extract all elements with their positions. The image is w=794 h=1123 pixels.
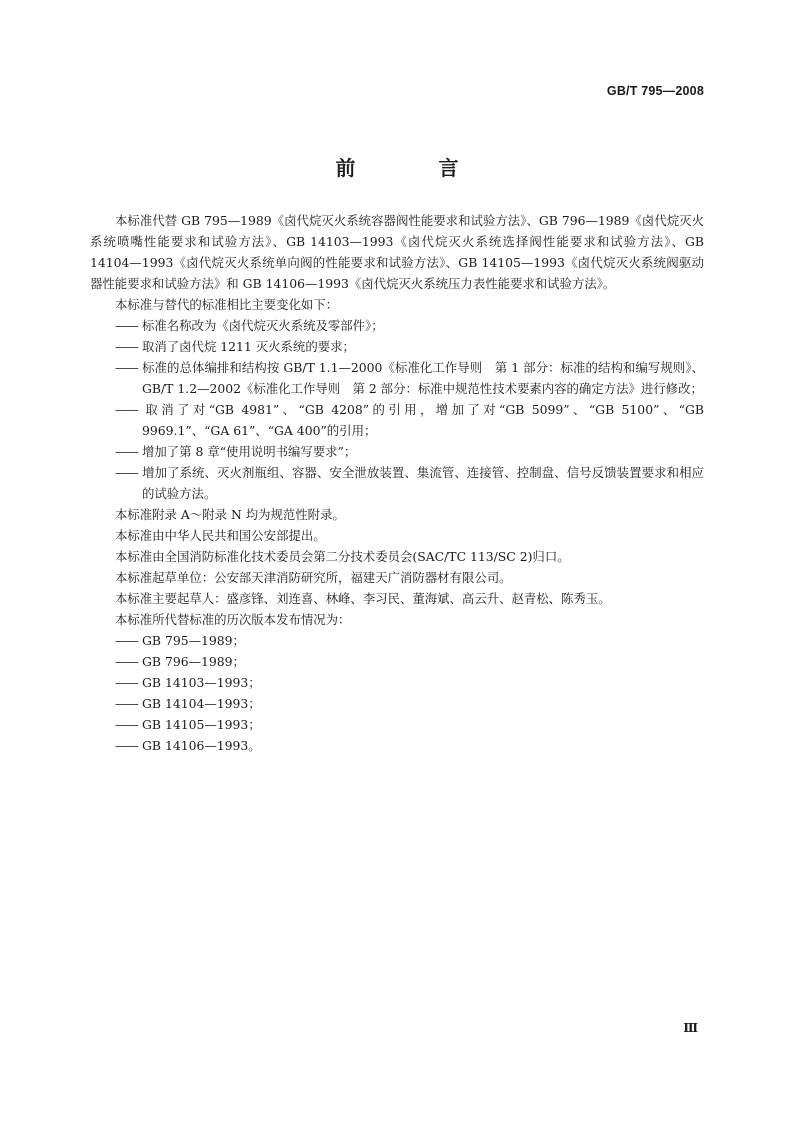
change-item: —— 标准名称改为《卤代烷灭火系统及零部件》； bbox=[90, 315, 704, 336]
change-item: —— 取消了卤代烷 1211 灭火系统的要求； bbox=[90, 336, 704, 357]
dash-marker: —— bbox=[115, 444, 138, 459]
page-number: Ⅲ bbox=[683, 1021, 698, 1035]
change-item: —— 标准的总体编排和结构按 GB/T 1.1—2000《标准化工作导则 第 1 部分：标准的结构和编写规则》、GB/T 1.2—2002《标准化工作导则 第 2 部分：标准中规范性技术要素内容的确定方法》进行修改； bbox=[90, 357, 704, 399]
dash-marker: —— bbox=[115, 465, 138, 480]
change-item: —— 取消了对“GB 4981”、“GB 4208”的引用，增加了对“GB 5099”、“GB 5100”、“GB 9969.1”、“GA 61”、“GA 400”的引用； bbox=[90, 399, 704, 441]
dash-marker: —— bbox=[115, 654, 138, 669]
dash-marker: —— bbox=[115, 402, 138, 417]
drafters-paragraph: 本标准主要起草人：盛彦锋、刘连喜、林峰、李习民、董海斌、高云升、赵青松、陈秀玉。 bbox=[115, 591, 611, 606]
history-intro-paragraph: 本标准所代替标准的历次版本发布情况为： bbox=[115, 612, 351, 627]
drafting-units-paragraph: 本标准起草单位：公安部天津消防研究所，福建天广消防器材有限公司。 bbox=[115, 570, 512, 585]
dash-marker: —— bbox=[115, 717, 138, 732]
intro-paragraph-replaces: 本标准代替 GB 795—1989《卤代烷灭火系统容器阀性能要求和试验方法》、GB 796—1989《卤代烷灭火系统喷嘴性能要求和试验方法》、GB 14103—1993《卤代烷灭火系统选择阀性能要求和试验方法》、GB 14104—1993《卤代烷灭火系统单向阀的性能要求和试验方法》、GB 14105—1993《卤代烷灭火系统阀驱动器性能要求和试验方法》和 GB 14106—1993《卤代烷灭火系统压力表性能要求和试验方法》。 bbox=[90, 213, 704, 291]
dash-marker: —— bbox=[115, 633, 138, 648]
appendix-paragraph: 本标准附录 A～附录 N 均为规范性附录。 bbox=[115, 507, 345, 522]
history-version-item: —— GB 14104—1993； bbox=[90, 693, 704, 714]
change-item: —— 增加了第 8 章“使用说明书编写要求”； bbox=[90, 441, 704, 462]
history-version-item: —— GB 14106—1993。 bbox=[90, 735, 704, 756]
history-version-item: —— GB 14103—1993； bbox=[90, 672, 704, 693]
dash-marker: —— bbox=[115, 738, 138, 753]
dash-marker: —— bbox=[115, 696, 138, 711]
history-version-item: —— GB 14105—1993； bbox=[90, 714, 704, 735]
dash-marker: —— bbox=[115, 675, 138, 690]
standard-code-header: GB/T 795—2008 bbox=[606, 84, 704, 98]
change-item: —— 增加了系统、灭火剂瓶组、容器、安全泄放装置、集流管、连接管、控制盘、信号反馈装置要求和相应的试验方法。 bbox=[90, 462, 704, 504]
dash-marker: —— bbox=[115, 339, 138, 354]
foreword-body bbox=[90, 210, 704, 756]
proposer-paragraph: 本标准由中华人民共和国公安部提出。 bbox=[115, 528, 326, 543]
committee-paragraph: 本标准由全国消防标准化技术委员会第二分技术委员会(SAC/TC 113/SC 2)归口。 bbox=[115, 549, 570, 564]
intro-paragraph-changes: 本标准与替代的标准相比主要变化如下： bbox=[115, 297, 339, 312]
dash-marker: —— bbox=[115, 360, 138, 375]
history-version-item: —— GB 796—1989； bbox=[90, 651, 704, 672]
dash-marker: —— bbox=[115, 318, 138, 333]
history-version-item: —— GB 795—1989； bbox=[90, 630, 704, 651]
page-title: 前 言 bbox=[335, 156, 497, 180]
